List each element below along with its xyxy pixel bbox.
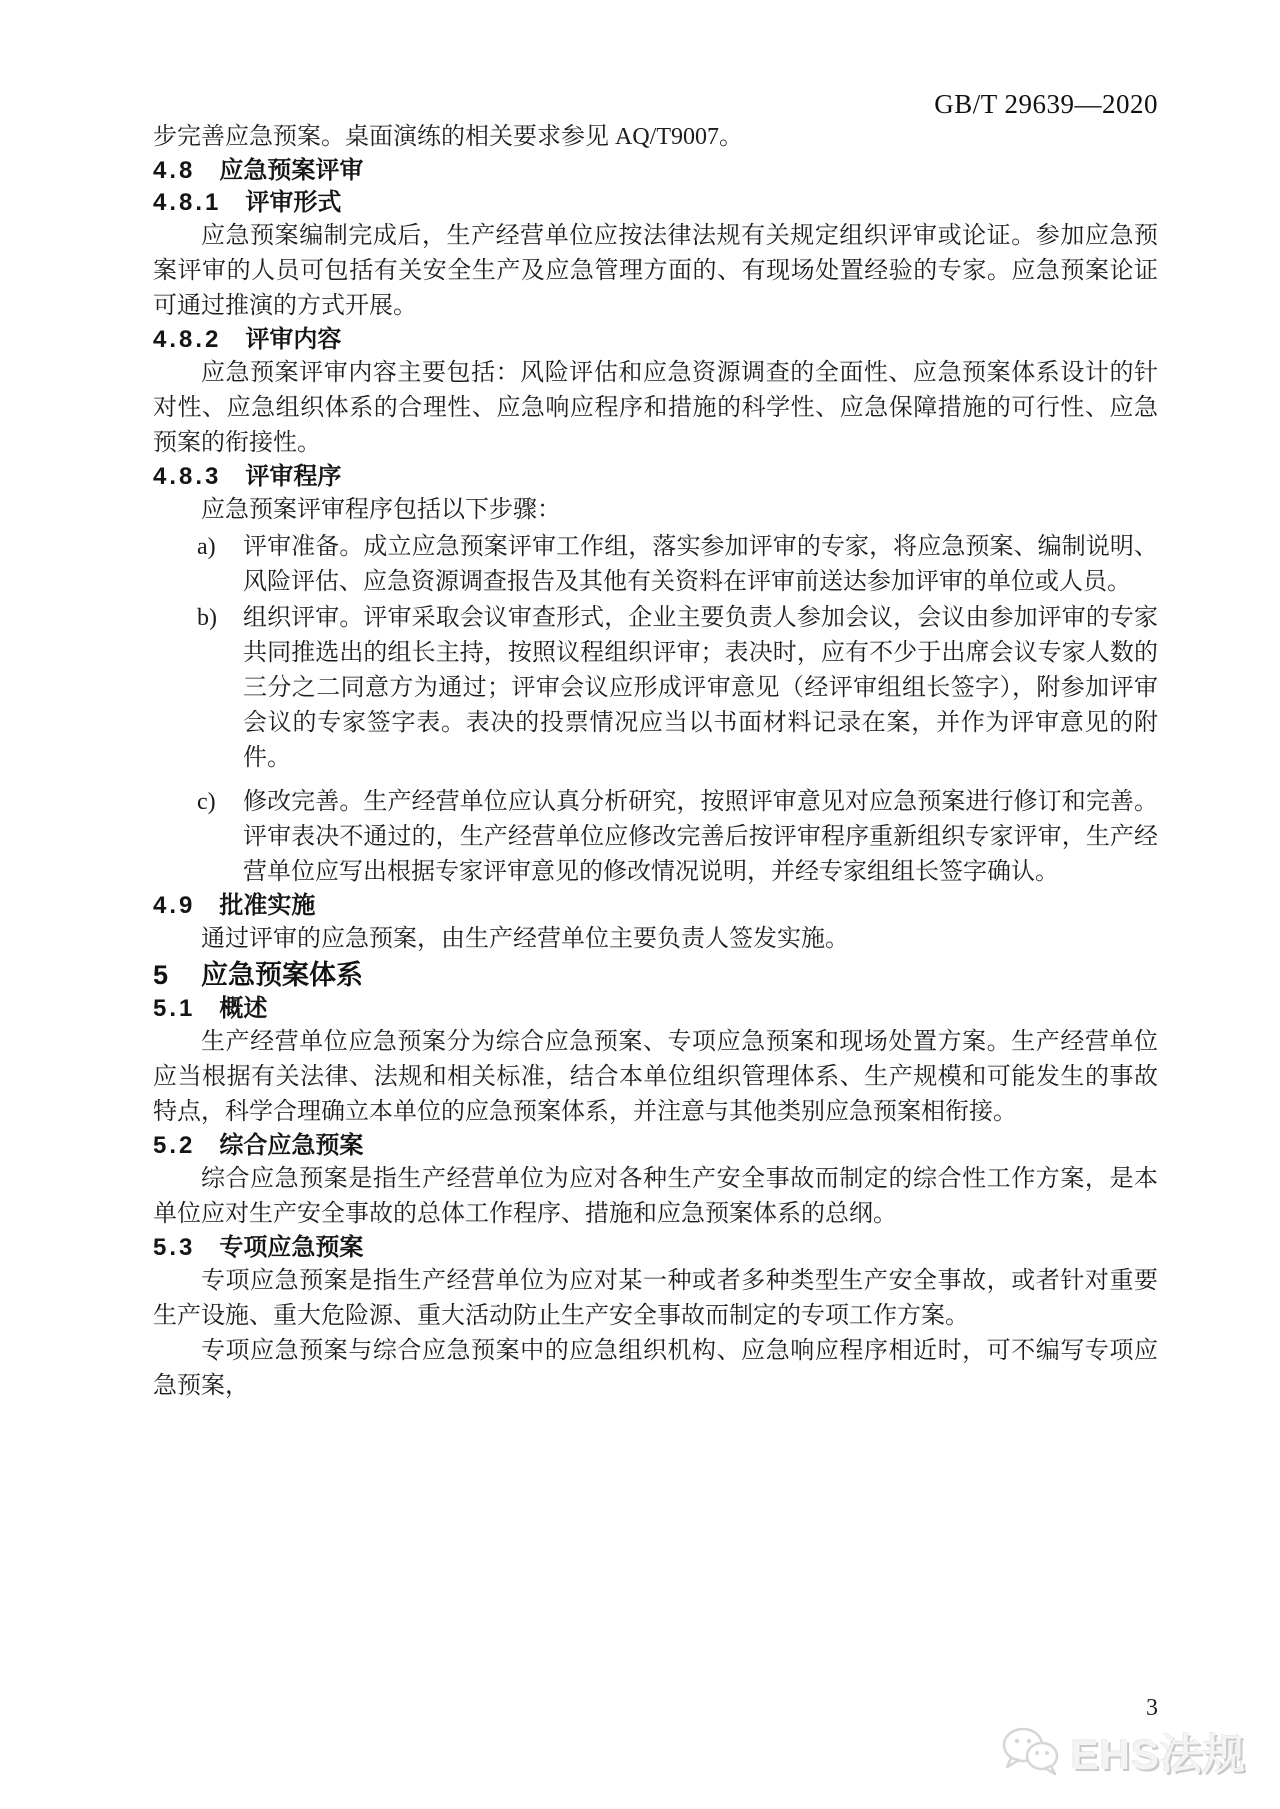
heading-5-1	[153, 993, 1158, 1025]
list-item-text: 修改完善。生产经营单位应认真分析研究，按照评审意见对应急预案进行修订和完善。评审表决不通过的，生产经营单位应修改完善后按评审程序重新组织专家评审，生产经营单位应写出根据专家评审意见的修改情况说明，并经专家组组长签字确认。	[243, 789, 1158, 885]
heading-title: 评审内容	[245, 326, 342, 353]
paragraph-4-8-1: 应急预案编制完成后，生产经营单位应按法律法规有关规定组织评审或论证。参加应急预案评审的人员可包括有关安全生产及应急管理方面的、有现场处置经验的专家。应急预案论证可通过推演的方式开展。	[153, 223, 1158, 319]
heading-title: 综合应急预案	[219, 1132, 364, 1159]
heading-number: 4.8	[153, 157, 196, 184]
list-marker: c)	[197, 789, 216, 815]
heading-number: 5.2	[153, 1132, 196, 1159]
heading-number: 5	[153, 960, 172, 990]
heading-4-8-3	[153, 461, 1158, 493]
paragraph-4-8-2: 应急预案评审内容主要包括：风险评估和应急资源调查的全面性、应急预案体系设计的针对性、应急组织体系的合理性、应急响应程序和措施的科学性、应急保障措施的可行性、应急预案的衔接性。	[153, 360, 1158, 456]
list-item-a	[153, 530, 1158, 600]
list-item-text: 评审准备。成立应急预案评审工作组，落实参加评审的专家，将应急预案、编制说明、风险评估、应急资源调查报告及其他有关资料在评审前送达参加评审的单位或人员。	[243, 534, 1158, 595]
page-number: 3	[1146, 1695, 1158, 1721]
paragraph-5-1: 生产经营单位应急预案分为综合应急预案、专项应急预案和现场处置方案。生产经营单位应当根据有关法律、法规和相关标准，结合本单位组织管理体系、生产规模和可能发生的事故特点，科学合理确立本单位的应急预案体系，并注意与其他类别应急预案相衔接。	[153, 1029, 1158, 1125]
heading-number: 4.8.3	[153, 463, 222, 490]
heading-number: 4.9	[153, 892, 196, 919]
list-item-b	[153, 601, 1158, 776]
list-marker: b)	[197, 605, 217, 631]
heading-4-9	[153, 890, 1158, 922]
paragraph-5-3-second: 专项应急预案与综合应急预案中的应急组织机构、应急响应程序相近时，可不编写专项应急预案，	[153, 1338, 1158, 1399]
heading-4-8-2	[153, 324, 1158, 356]
heading-number: 5.1	[153, 995, 196, 1022]
heading-title: 专项应急预案	[219, 1234, 364, 1261]
list-item-text: 组织评审。评审采取会议审查形式，企业主要负责人参加会议，会议由参加评审的专家共同推选出的组长主持，按照议程组织评审；表决时，应有不少于出席会议专家人数的三分之二同意方为通过；评审会议应形成评审意见（经评审组组长签字），附参加评审会议的专家签字表。表决的投票情况应当以书面材料记录在案，并作为评审意见的附件。	[243, 605, 1158, 771]
heading-5-2	[153, 1130, 1158, 1162]
watermark-text: EHS法规	[1070, 1731, 1246, 1778]
heading-title: 应急预案体系	[201, 960, 364, 990]
paragraph-4-9: 通过评审的应急预案，由生产经营单位主要负责人签发实施。	[201, 926, 849, 952]
heading-4-8-1	[153, 187, 1158, 219]
heading-number: 4.8.2	[153, 326, 222, 353]
heading-title: 评审形式	[245, 189, 342, 216]
list-marker: a)	[197, 534, 216, 560]
paragraph-5-3-first: 专项应急预案是指生产经营单位为应对某一种或者多种类型生产安全事故，或者针对重要生产设施、重大危险源、重大活动防止生产安全事故而制定的专项工作方案。	[153, 1268, 1158, 1329]
heading-title: 批准实施	[219, 892, 316, 919]
heading-title: 评审程序	[245, 463, 342, 490]
heading-number: 4.8.1	[153, 189, 222, 216]
heading-number: 5.3	[153, 1234, 196, 1261]
heading-4-8	[153, 155, 1158, 187]
watermark	[999, 1722, 1246, 1782]
paragraph-continuation: 步完善应急预案。桌面演练的相关要求参见 AQ/T9007。	[153, 124, 743, 150]
heading-5	[153, 957, 1158, 993]
paragraph-5-2: 综合应急预案是指生产经营单位为应对各种生产安全事故而制定的综合性工作方案，是本单位应对生产安全事故的总体工作程序、措施和应急预案体系的总纲。	[153, 1166, 1158, 1227]
heading-title: 概述	[219, 995, 268, 1022]
page-content	[153, 88, 1158, 1404]
standard-number-header: GB/T 29639—2020	[934, 89, 1158, 119]
paragraph-4-8-3-lead: 应急预案评审程序包括以下步骤：	[201, 497, 561, 523]
wechat-bubbles-icon	[999, 1723, 1063, 1781]
heading-5-3	[153, 1232, 1158, 1264]
list-item-c	[153, 785, 1158, 890]
heading-title: 应急预案评审	[219, 157, 364, 184]
